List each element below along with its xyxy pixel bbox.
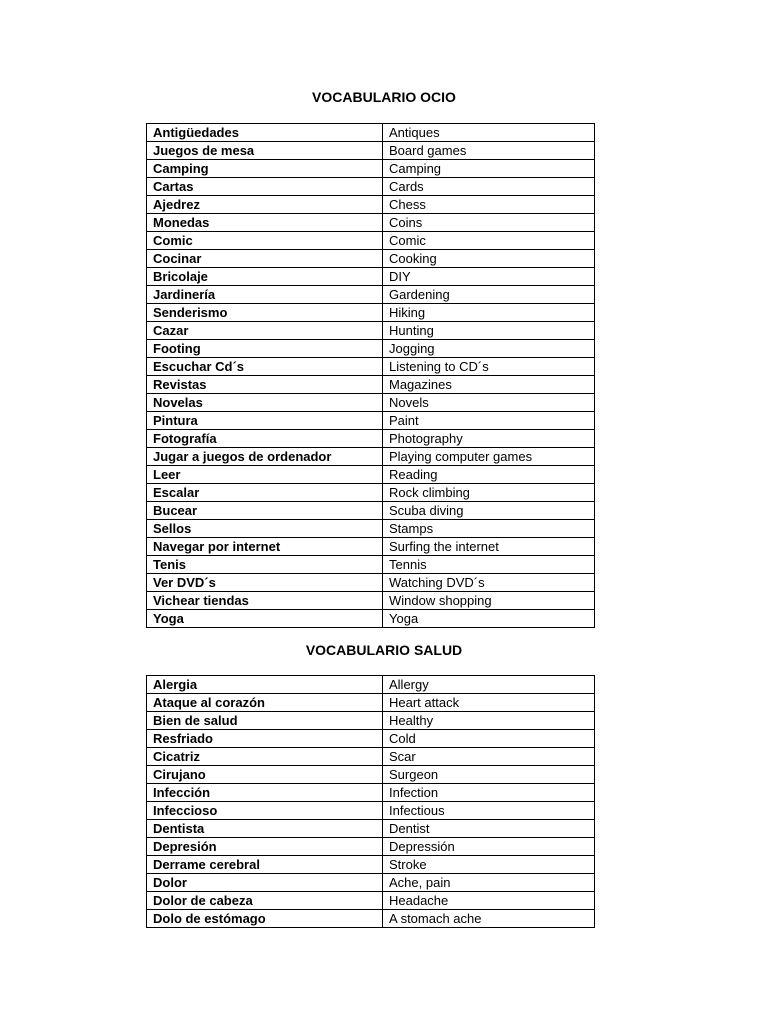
vocab-row [147, 784, 595, 802]
spanish-term: Jugar a juegos de ordenador [147, 448, 383, 466]
vocab-row [147, 286, 595, 304]
english-translation: Rock climbing [383, 484, 595, 502]
vocab-row [147, 232, 595, 250]
spanish-term: Bucear [147, 502, 383, 520]
spanish-term: Antigüedades [147, 124, 383, 142]
english-translation: Tennis [383, 556, 595, 574]
english-translation: Antiques [383, 124, 595, 142]
spanish-term: Juegos de mesa [147, 142, 383, 160]
spanish-term: Derrame cerebral [147, 856, 383, 874]
vocab-row [147, 160, 595, 178]
vocab-row [147, 466, 595, 484]
spanish-term: Infección [147, 784, 383, 802]
vocab-row [147, 484, 595, 502]
vocab-row [147, 748, 595, 766]
vocab-row [147, 574, 595, 592]
spanish-term: Dentista [147, 820, 383, 838]
english-translation: Hunting [383, 322, 595, 340]
english-translation: Healthy [383, 712, 595, 730]
vocab-row [147, 610, 595, 628]
spanish-term: Yoga [147, 610, 383, 628]
english-translation: Infectious [383, 802, 595, 820]
spanish-term: Fotografía [147, 430, 383, 448]
spanish-term: Ver DVD´s [147, 574, 383, 592]
english-translation: Hiking [383, 304, 595, 322]
english-translation: Paint [383, 412, 595, 430]
vocab-row [147, 394, 595, 412]
english-translation: Board games [383, 142, 595, 160]
english-translation: Comic [383, 232, 595, 250]
spanish-term: Pintura [147, 412, 383, 430]
spanish-term: Escalar [147, 484, 383, 502]
spanish-term: Bricolaje [147, 268, 383, 286]
spanish-term: Senderismo [147, 304, 383, 322]
english-translation: Window shopping [383, 592, 595, 610]
vocab-row [147, 730, 595, 748]
spanish-term: Dolor de cabeza [147, 892, 383, 910]
spanish-term: Leer [147, 466, 383, 484]
spanish-term: Footing [147, 340, 383, 358]
spanish-term: Tenis [147, 556, 383, 574]
english-translation: Allergy [383, 676, 595, 694]
spanish-term: Bien de salud [147, 712, 383, 730]
english-translation: DIY [383, 268, 595, 286]
english-translation: Dentist [383, 820, 595, 838]
english-translation: Scar [383, 748, 595, 766]
spanish-term: Novelas [147, 394, 383, 412]
spanish-term: Resfriado [147, 730, 383, 748]
english-translation: Playing computer games [383, 448, 595, 466]
vocab-row [147, 856, 595, 874]
english-translation: Stroke [383, 856, 595, 874]
spanish-term: Sellos [147, 520, 383, 538]
vocab-row [147, 910, 595, 928]
spanish-term: Monedas [147, 214, 383, 232]
english-translation: Cards [383, 178, 595, 196]
spanish-term: Depresión [147, 838, 383, 856]
vocab-row [147, 676, 595, 694]
section-title-ocio: VOCABULARIO OCIO [312, 89, 456, 105]
vocab-row [147, 838, 595, 856]
english-translation: Scuba diving [383, 502, 595, 520]
spanish-term: Vichear tiendas [147, 592, 383, 610]
vocab-row [147, 304, 595, 322]
vocab-row [147, 694, 595, 712]
vocab-row [147, 214, 595, 232]
vocab-row [147, 592, 595, 610]
spanish-term: Ataque al corazón [147, 694, 383, 712]
vocab-row [147, 766, 595, 784]
vocab-row [147, 802, 595, 820]
vocab-table-body [147, 676, 595, 928]
english-translation: Camping [383, 160, 595, 178]
english-translation: Watching DVD´s [383, 574, 595, 592]
english-translation: Jogging [383, 340, 595, 358]
vocab-row [147, 268, 595, 286]
vocab-row [147, 502, 595, 520]
vocab-row [147, 142, 595, 160]
spanish-term: Revistas [147, 376, 383, 394]
spanish-term: Cicatriz [147, 748, 383, 766]
vocab-row [147, 520, 595, 538]
english-translation: Heart attack [383, 694, 595, 712]
vocab-row [147, 124, 595, 142]
english-translation: Stamps [383, 520, 595, 538]
spanish-term: Comic [147, 232, 383, 250]
english-translation: Novels [383, 394, 595, 412]
vocab-table-salud [146, 675, 595, 928]
spanish-term: Dolor [147, 874, 383, 892]
vocab-row [147, 340, 595, 358]
vocab-row [147, 358, 595, 376]
vocab-row [147, 448, 595, 466]
vocab-row [147, 412, 595, 430]
vocab-row [147, 538, 595, 556]
spanish-term: Navegar por internet [147, 538, 383, 556]
spanish-term: Jardinería [147, 286, 383, 304]
vocab-row [147, 556, 595, 574]
vocab-table-body [147, 124, 595, 628]
english-translation: Photography [383, 430, 595, 448]
english-translation: Depressión [383, 838, 595, 856]
english-translation: Listening to CD´s [383, 358, 595, 376]
english-translation: Gardening [383, 286, 595, 304]
vocab-row [147, 892, 595, 910]
english-translation: Infection [383, 784, 595, 802]
english-translation: Chess [383, 196, 595, 214]
spanish-term: Ajedrez [147, 196, 383, 214]
vocab-row [147, 322, 595, 340]
vocab-row [147, 250, 595, 268]
spanish-term: Cocinar [147, 250, 383, 268]
english-translation: Yoga [383, 610, 595, 628]
english-translation: Reading [383, 466, 595, 484]
section-title-salud: VOCABULARIO SALUD [305, 642, 463, 658]
spanish-term: Camping [147, 160, 383, 178]
english-translation: A stomach ache [383, 910, 595, 928]
vocab-row [147, 178, 595, 196]
english-translation: Surgeon [383, 766, 595, 784]
vocab-row [147, 820, 595, 838]
spanish-term: Infeccioso [147, 802, 383, 820]
spanish-term: Escuchar Cd´s [147, 358, 383, 376]
vocab-row [147, 430, 595, 448]
spanish-term: Alergia [147, 676, 383, 694]
spanish-term: Cirujano [147, 766, 383, 784]
english-translation: Surfing the internet [383, 538, 595, 556]
vocab-table-ocio [146, 123, 595, 628]
spanish-term: Cartas [147, 178, 383, 196]
vocab-row [147, 874, 595, 892]
vocab-row [147, 712, 595, 730]
vocab-row [147, 196, 595, 214]
english-translation: Ache, pain [383, 874, 595, 892]
english-translation: Coins [383, 214, 595, 232]
english-translation: Magazines [383, 376, 595, 394]
spanish-term: Dolo de estómago [147, 910, 383, 928]
english-translation: Cooking [383, 250, 595, 268]
english-translation: Cold [383, 730, 595, 748]
vocab-row [147, 376, 595, 394]
spanish-term: Cazar [147, 322, 383, 340]
english-translation: Headache [383, 892, 595, 910]
